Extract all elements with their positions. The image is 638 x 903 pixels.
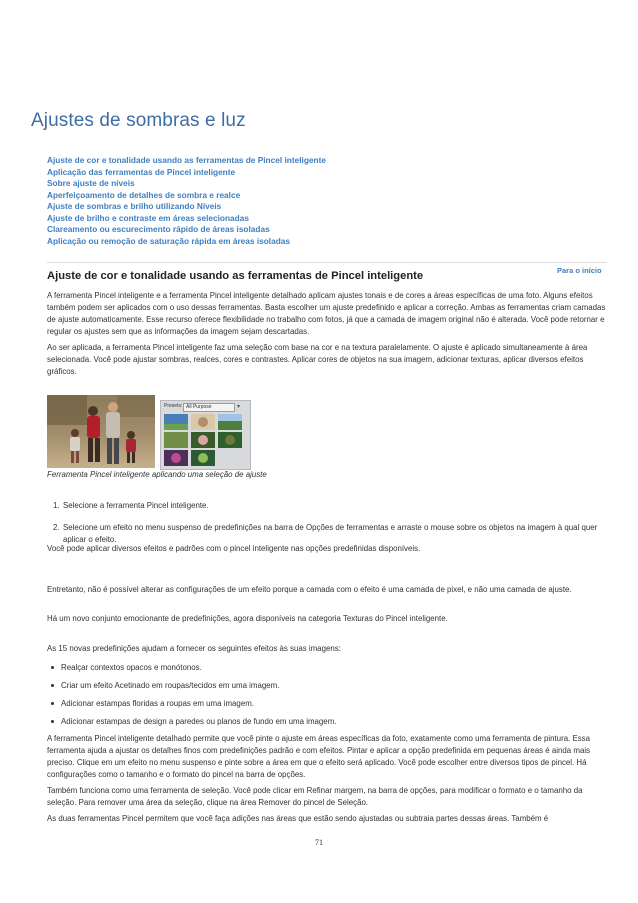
section-divider — [47, 262, 607, 263]
figure-caption: Ferramenta Pincel inteligente aplicando uma seleção de ajuste — [47, 470, 267, 479]
paragraph: Entretanto, não é possível alterar as configurações de um efeito porque a camada com o efeito é uma camada de pixel, e não uma camada de ajuste. — [47, 585, 572, 594]
paragraph: Também funciona como uma ferramenta de seleção. Você pode clicar em Refinar margem, na barra de opções, para modificar o formato e o tamanho da seleção. Para remover uma área da seleção, clique na área Remover do pincel de Seleção. — [47, 786, 583, 807]
toc-link[interactable]: Aperfeiçoamento de detalhes de sombra e realce — [47, 189, 241, 200]
page-title: Ajustes de sombras e luz — [31, 110, 246, 131]
family-photo — [47, 395, 155, 468]
intro-paragraph: A ferramenta Pincel inteligente e a ferramenta Pincel inteligente detalhado aplicam ajustes tonais e de cores a áreas específicas de uma foto. Alguns efeitos também podem ser aplicados com o uso dessas ferramentas. Basta escolher um ajuste predefinido e aplicar a correção. Ambas as ferramentas criam camadas de ajuste automaticamente. Esse recurso oferece flexibilidade no trabalho com fotos, já que a camada de imagem original não é alterada. Você pode retornar e regular os ajustes sem que as informações da imagem sejam descartadas. — [47, 291, 606, 336]
table-of-contents — [47, 155, 326, 247]
toc-link[interactable]: Ajuste de brilho e contraste em áreas selecionadas — [47, 212, 249, 223]
paragraph: As duas ferramentas Pincel permitem que você faça adições nas áreas que estão sendo ajustadas ou subtraia partes dessas áreas. Também é — [47, 814, 549, 823]
list-item-text: Adicionar estampas de design a paredes ou planos de fundo em uma imagem. — [61, 717, 337, 726]
list-item-text: Adicionar estampas floridas a roupas em uma imagem. — [61, 699, 254, 708]
list-item-text: Realçar contextos opacos e monótonos. — [61, 663, 202, 672]
step-number: 1. — [53, 501, 60, 510]
paragraph: Você pode aplicar diversos efeitos e padrões com o pincel inteligente nas opções predefinidas disponíveis. — [47, 544, 421, 553]
list-item-text: Criar um efeito Acetinado em roupas/tecidos em uma imagem. — [61, 681, 280, 690]
effects-list — [47, 662, 602, 734]
step-text: Selecione um efeito no menu suspenso de predefinições na barra de Opções de ferramentas e arraste o mouse sobre os objetos na imagem à qual quer aplicar o efeito. — [63, 523, 598, 544]
toc-link[interactable]: Ajuste de cor e tonalidade usando as ferramentas de Pincel inteligente — [47, 155, 326, 165]
toc-link[interactable]: Clareamento ou escurecimento rápido de áreas isoladas — [47, 224, 270, 234]
bullet-icon — [51, 666, 54, 669]
presets-dropdown — [183, 403, 235, 412]
paragraph: A ferramenta Pincel inteligente detalhado permite que você pinte o ajuste em áreas específicas da foto, exatamente como uma ferramenta de pintura. Essa ferramenta ajuda a ajustar os detalhes finos com predefinições padrão e com efeitos. Pintar e aplicar a opção predefinida em pequenas áreas é ainda mais preciso. Clique em um efeito no menu suspenso e pinte sobre a área em que o efeito será aplicado. Você pode escolher entre diversos tipos de pincel. Há configurações como o tamanho e o formato do pincel na barra de opções. — [47, 734, 591, 779]
figure — [47, 395, 257, 469]
presets-label: Presets: — [164, 403, 183, 409]
toc-link[interactable]: Ajuste de sombras e brilho utilizando Níveis — [47, 201, 222, 211]
page-number: 71 — [315, 838, 323, 847]
toc-link[interactable]: Sobre ajuste de níveis — [47, 178, 135, 188]
steps-list — [47, 500, 602, 546]
list-item — [47, 680, 602, 698]
list-item — [47, 698, 602, 716]
step-item — [47, 500, 602, 522]
presets-thumbnail-grid — [164, 414, 246, 466]
list-item — [47, 662, 602, 680]
paragraph: Há um novo conjunto emocionante de predefinições, agora disponíveis na categoria Texturas do Pincel inteligente. — [47, 614, 448, 623]
toc-link[interactable]: Aplicação das ferramentas de Pincel inteligente — [47, 166, 236, 177]
bullet-icon — [51, 702, 54, 705]
paragraph: Ao ser aplicada, a ferramenta Pincel inteligente faz uma seleção com base na cor e na textura paralelamente. O ajuste é aplicado simultaneamente à área selecionada. Você pode ajustar sombras, realces, cores e contrastes. Aplicar cores de objetos na sua imagem, adicionar texturas, aplicar diversos efeitos gráficos. — [47, 343, 588, 376]
section-title: Ajuste de cor e tonalidade usando as ferramentas de Pincel inteligente — [47, 270, 424, 282]
bullet-icon — [51, 720, 54, 723]
toc-link[interactable]: Aplicação ou remoção de saturação rápida em áreas isoladas — [47, 235, 291, 246]
list-item — [47, 716, 602, 734]
panel-menu-icon: ▾ — [237, 404, 241, 410]
back-to-top-link[interactable]: Para o início — [557, 266, 602, 275]
step-number: 2. — [53, 523, 60, 532]
presets-panel — [160, 400, 251, 470]
bullet-icon — [51, 684, 54, 687]
step-text: Selecione a ferramenta Pincel inteligente. — [63, 501, 209, 510]
presets-dropdown-value: All Purpose — [186, 404, 212, 410]
paragraph: As 15 novas predefinições ajudam a fornecer os seguintes efeitos às suas imagens: — [47, 644, 341, 653]
